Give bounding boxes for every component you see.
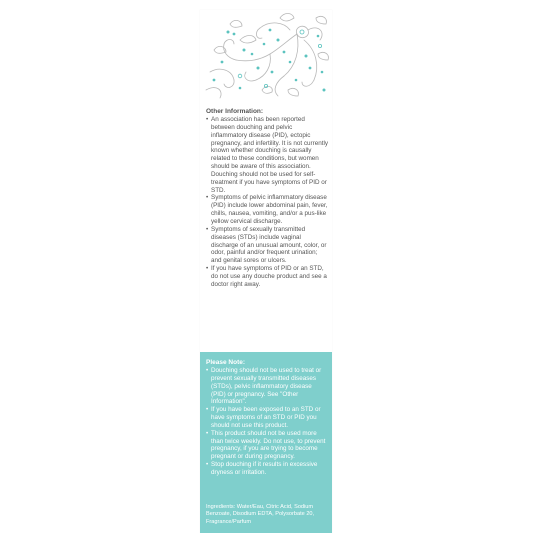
other-information-list	[206, 116, 328, 289]
other-information-heading: Other Information:	[206, 108, 264, 115]
list-item: • Symptoms of pelvic inflammatory disease (PID) include lower abdominal pain, fever, chills, nausea, vomiting, and/or a pus-like yellow cervical discharge.	[206, 194, 328, 225]
list-item: • If you have symptoms of PID or an STD, do not use any douche product and see a doctor right away.	[206, 265, 327, 288]
bullet-icon: •	[206, 429, 209, 437]
please-note-box	[200, 352, 332, 533]
bullet-icon: •	[206, 194, 209, 202]
list-item: • Douching should not be used to treat or prevent sexually transmitted diseases (STDs), pelvic inflammatory disease (PID) or pregnancy. See "Other Information".	[206, 367, 322, 406]
bullet-icon: •	[206, 367, 209, 374]
floral-decoration-icon	[200, 10, 332, 105]
ingredients-text: Ingredients: Water/Eau, Citric Acid, Sodium Benzoate, Disodium EDTA, Polysorbate 20, Fragrance/Parfum	[206, 504, 315, 525]
product-label-panel	[200, 10, 332, 533]
list-item: • An association has been reported between douching and pelvic inflammatory disease (PID), ectopic pregnancy, and infertility. It is not currently known whether douching is causally related to these conditions, but women should be aware of this association. Douching should not be used for self-treatment if you have symptoms of PID or STD.	[206, 116, 329, 194]
please-note-heading: Please Note:	[206, 359, 246, 366]
bullet-icon: •	[206, 116, 209, 123]
list-item: • Symptoms of sexually transmitted diseases (STDs) include vaginal discharge of an unusual amount, color, or odor, painful and/or frequent urination; and genital sores or ulcers.	[206, 225, 327, 265]
please-note-list	[206, 367, 328, 477]
bullet-icon: •	[206, 406, 209, 414]
bullet-icon: •	[206, 461, 209, 469]
list-item: • If you have been exposed to an STD or have symptoms of an STD or PID you should not use this product.	[206, 406, 321, 429]
bullet-icon: •	[206, 265, 209, 273]
bullet-icon: •	[206, 225, 209, 233]
list-item: • This product should not be used more than twice weekly. Do not use, to prevent pregnancy, if you are trying to become pregnant or during pregnancy.	[206, 429, 326, 461]
list-item: • Stop douching if it results in excessive dryness or irritation.	[206, 461, 318, 476]
please-note-section	[206, 359, 328, 477]
other-information-section	[206, 108, 328, 289]
